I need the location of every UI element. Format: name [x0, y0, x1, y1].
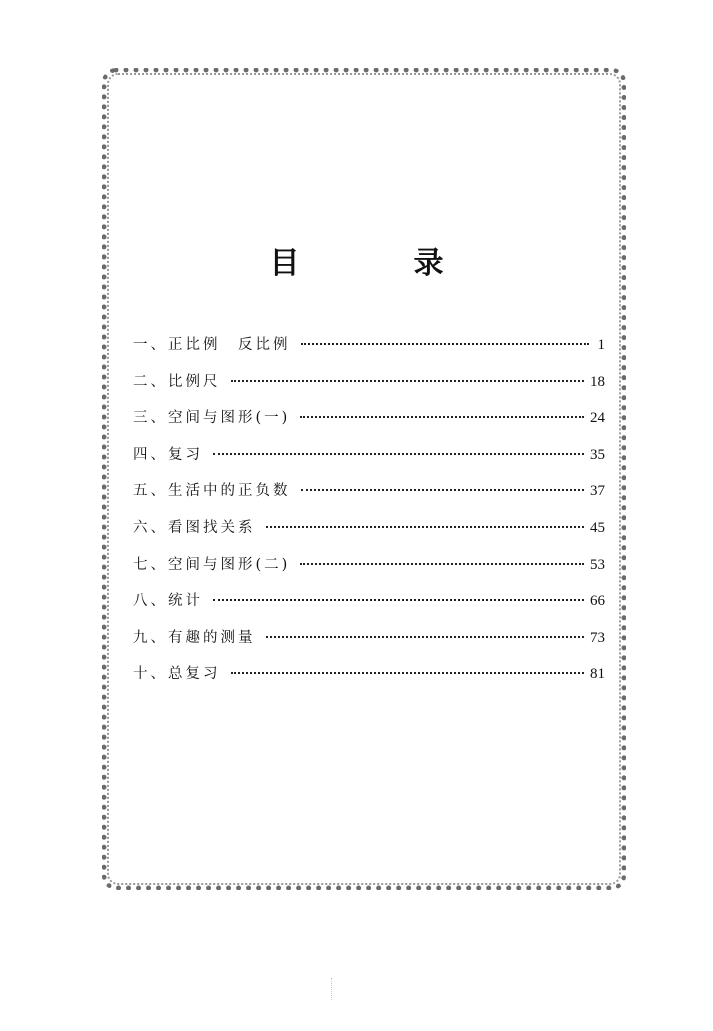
toc-leader-dots	[213, 452, 584, 455]
toc-entry	[133, 626, 605, 663]
toc-entry	[133, 589, 605, 626]
toc-entry-page-number: 37	[590, 483, 605, 500]
toc-entry-label: 五、生活中的正负数	[133, 483, 291, 500]
toc-entry-page-number: 66	[590, 593, 605, 610]
toc-entry-page-number: 53	[590, 556, 605, 573]
toc-entry	[133, 333, 605, 370]
toc-entry	[133, 443, 605, 480]
toc-entry-label: 十、总复习	[133, 666, 221, 683]
toc-leader-dots	[301, 488, 585, 491]
toc-leader-dots	[300, 562, 584, 565]
toc-entry-label: 九、有趣的测量	[133, 629, 256, 646]
toc-entry-label: 六、看图找关系	[133, 519, 256, 536]
toc-entry-label: 一、正比例 反比例	[133, 337, 291, 353]
toc-leader-dots	[266, 525, 585, 528]
toc-entry-page-number: 35	[590, 446, 605, 463]
toc-entry	[133, 406, 605, 443]
toc-entry-page-number: 81	[590, 666, 605, 683]
toc-entry-label: 三、空间与图形(一)	[133, 410, 291, 427]
toc-entry-page-number: 24	[590, 410, 605, 427]
toc-leader-dots	[231, 671, 585, 674]
toc-entry-label: 七、空间与图形(二)	[133, 556, 291, 573]
scan-mark	[331, 978, 333, 1000]
toc-entry	[133, 370, 605, 407]
toc-leader-dots	[231, 379, 585, 382]
page-title: 目 录	[269, 246, 486, 281]
table-of-contents	[133, 333, 605, 699]
toc-entry	[133, 516, 605, 553]
toc-leader-dots	[301, 342, 590, 345]
toc-entry-page-number: 45	[590, 519, 605, 536]
toc-entry-label: 八、统计	[133, 593, 203, 610]
toc-entry	[133, 553, 605, 590]
toc-entry-label: 四、复习	[133, 446, 203, 463]
toc-leader-dots	[266, 635, 585, 638]
toc-entry-label: 二、比例尺	[133, 373, 221, 390]
toc-leader-dots	[213, 598, 584, 601]
toc-entry	[133, 662, 605, 699]
toc-entry-page-number: 18	[590, 373, 605, 390]
toc-entry-page-number: 73	[590, 629, 605, 646]
toc-entry	[133, 479, 605, 516]
toc-leader-dots	[300, 415, 584, 418]
toc-entry-page-number: 1	[597, 337, 605, 353]
